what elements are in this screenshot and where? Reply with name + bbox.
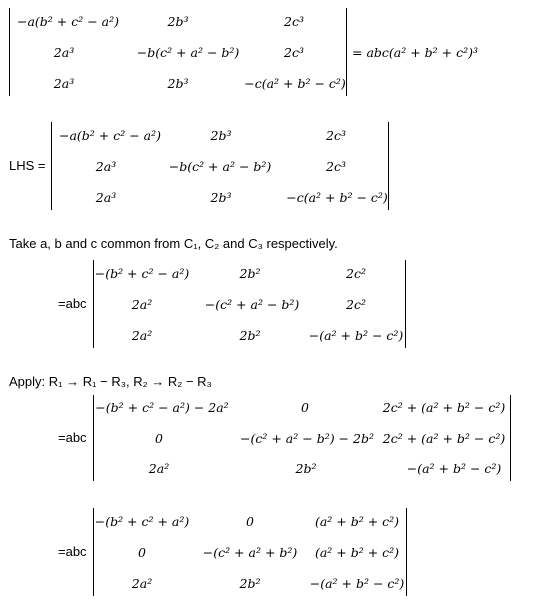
det1-r1c1: −a(b² + c² − a²) bbox=[16, 14, 120, 29]
instruction-row-ops: Apply: R₁ → R₁ − R₃, R₂ → R₂ − R₃ bbox=[9, 374, 212, 389]
det3-r1c3: 2c² bbox=[346, 266, 366, 281]
det5-r2c1: 0 bbox=[138, 545, 146, 560]
det4-r3c2: 2b² bbox=[295, 461, 317, 476]
det4-r1c2: 0 bbox=[301, 400, 309, 415]
det3-r3c1: 2a² bbox=[131, 328, 153, 343]
det4-r2c3: 2c² + (a² + b² − c²) bbox=[382, 431, 506, 446]
det4-r1c1: −(b² + c² − a²) − 2a² bbox=[95, 400, 229, 415]
det1-r2c1: 2a³ bbox=[53, 45, 75, 60]
det1-left-bar bbox=[9, 8, 10, 96]
det2-r2c1: 2a³ bbox=[95, 159, 117, 174]
det4-r3c3: −(a² + b² − c²) bbox=[406, 461, 502, 476]
det4-prefix: =abc bbox=[58, 430, 87, 445]
det3-r2c1: 2a² bbox=[131, 297, 153, 312]
det2-r1c1: −a(b² + c² − a²) bbox=[58, 128, 162, 143]
det1-r1c3: 2c³ bbox=[284, 14, 304, 29]
det3-r3c2: 2b² bbox=[239, 328, 261, 343]
det1-r3c1: 2a³ bbox=[53, 76, 75, 91]
instruction-take-common: Take a, b and c common from C₁, C₂ and C₃ respectively. bbox=[9, 236, 338, 251]
det2-r1c3: 2c³ bbox=[326, 128, 346, 143]
det1-r2c3: 2c³ bbox=[284, 45, 304, 60]
det4-r2c2: −(c² + a² − b²) − 2b² bbox=[240, 431, 374, 446]
det2-r2c2: −b(c² + a² − b²) bbox=[168, 159, 272, 174]
det3-r2c2: −(c² + a² − b²) bbox=[204, 297, 300, 312]
det3-r2c3: 2c² bbox=[346, 297, 366, 312]
det5-r3c1: 2a² bbox=[131, 576, 153, 591]
det2-r2c3: 2c³ bbox=[326, 159, 346, 174]
det4-left-bar bbox=[93, 395, 94, 481]
det5-r1c1: −(b² + c² + a²) bbox=[94, 514, 190, 529]
det1-r3c3: −c(a² + b² − c²) bbox=[244, 76, 346, 91]
det5-r2c2: −(c² + a² + b²) bbox=[202, 545, 298, 560]
det2-left-bar bbox=[51, 122, 52, 210]
det1-rhs: = abc(a² + b² + c²)³ bbox=[352, 45, 478, 60]
det3-prefix: =abc bbox=[58, 296, 87, 311]
det1-r2c2: −b(c² + a² − b²) bbox=[136, 45, 240, 60]
det3-r1c2: 2b² bbox=[239, 266, 261, 281]
det5-r1c2: 0 bbox=[246, 514, 254, 529]
det2-r1c2: 2b³ bbox=[210, 128, 232, 143]
det3-r3c3: −(a² + b² − c²) bbox=[308, 328, 404, 343]
det5-prefix: =abc bbox=[58, 544, 87, 559]
det4-r3c1: 2a² bbox=[148, 461, 170, 476]
det2-r3c3: −c(a² + b² − c²) bbox=[286, 190, 388, 205]
lhs-label: LHS = bbox=[9, 158, 46, 173]
det1-r3c2: 2b³ bbox=[167, 76, 189, 91]
det4-r1c3: 2c² + (a² + b² − c²) bbox=[382, 400, 506, 415]
det4-right-bar bbox=[510, 395, 511, 481]
det2-r3c1: 2a³ bbox=[95, 190, 117, 205]
det3-r1c1: −(b² + c² − a²) bbox=[94, 266, 190, 281]
det5-right-bar bbox=[406, 508, 407, 596]
det3-right-bar bbox=[405, 260, 406, 348]
det2-r3c2: 2b³ bbox=[210, 190, 232, 205]
det4-r2c1: 0 bbox=[155, 431, 163, 446]
det5-r3c3: −(a² + b² − c²) bbox=[309, 576, 405, 591]
det5-r3c2: 2b² bbox=[239, 576, 261, 591]
det5-r1c3: (a² + b² + c²) bbox=[314, 514, 400, 529]
det5-r2c3: (a² + b² + c²) bbox=[314, 545, 400, 560]
det1-r1c2: 2b³ bbox=[167, 14, 189, 29]
